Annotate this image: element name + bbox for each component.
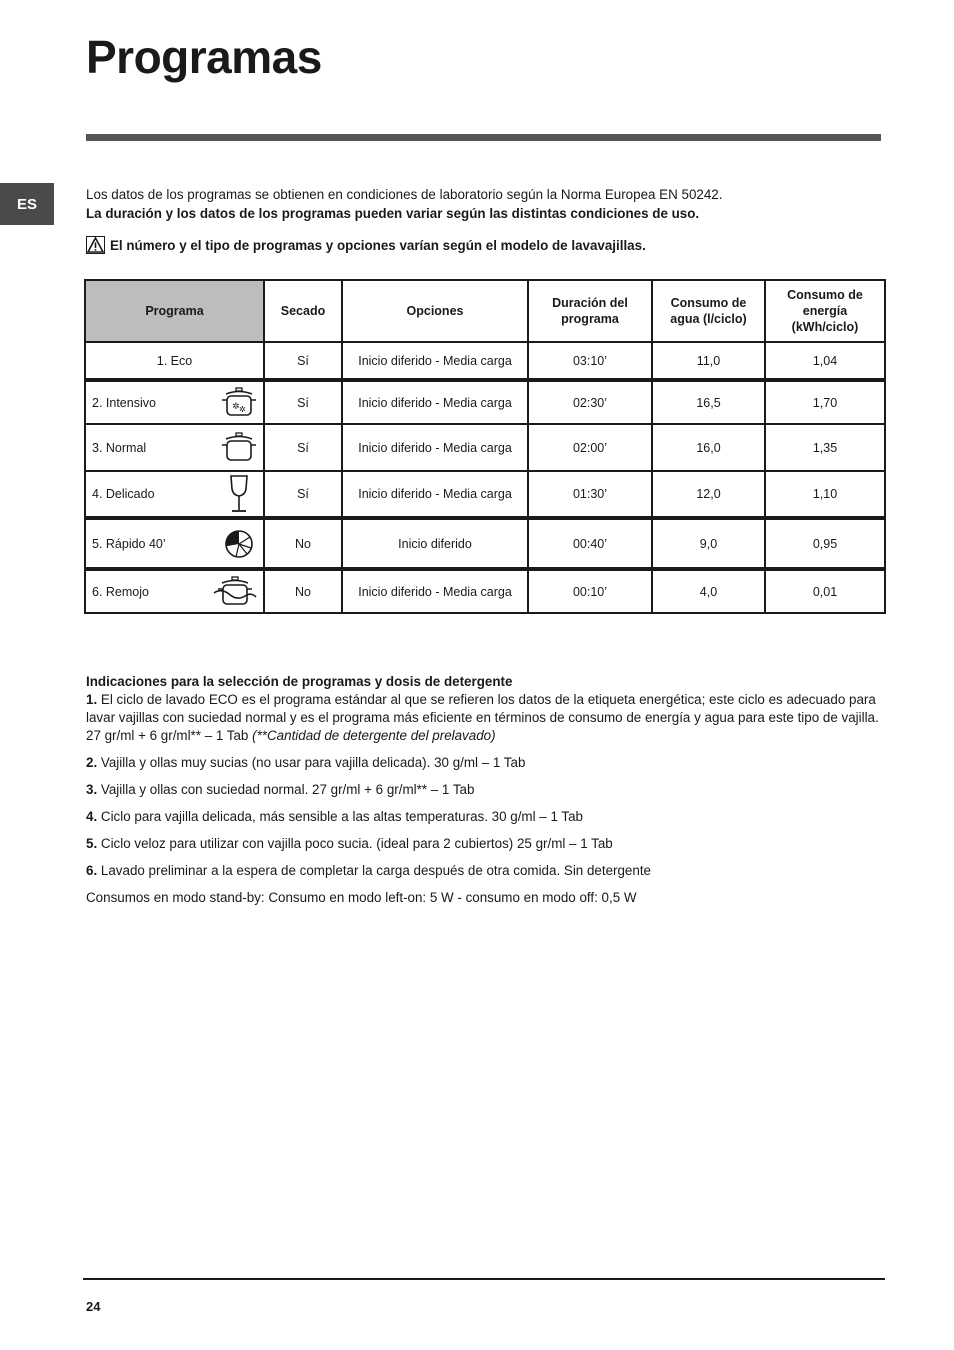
energia-value: 0,01 — [765, 569, 885, 613]
header-programa: Programa — [85, 280, 264, 342]
opciones-value: Inicio diferido - Media carga — [342, 380, 528, 424]
program-cell — [85, 518, 264, 569]
duracion-value: 03:10’ — [528, 342, 652, 380]
item-number: 4. — [86, 809, 98, 824]
opciones-value: Inicio diferido - Media carga — [342, 569, 528, 613]
agua-value: 12,0 — [652, 471, 765, 518]
program-name: 5. Rápido 40’ — [92, 536, 166, 551]
table-row — [85, 424, 885, 471]
indication-item-4 — [86, 808, 884, 826]
intro-line-2: La duración y los datos de los programas pueden variar según las distintas condiciones de uso. — [86, 206, 700, 221]
item-text: Vajilla y ollas muy sucias (no usar para vajilla delicada). 30 g/ml – 1 Tab — [100, 755, 526, 770]
pot-icon — [221, 432, 257, 464]
program-name: 3. Normal — [92, 440, 147, 455]
item-number: 2. — [86, 755, 98, 770]
opciones-value: Inicio diferido - Media carga — [342, 471, 528, 518]
item-text: Vajilla y ollas con suciedad normal. 27 gr/ml + 6 gr/ml** – 1 Tab — [100, 782, 475, 797]
agua-value: 11,0 — [652, 342, 765, 380]
header-duracion: Duración del programa — [528, 280, 652, 342]
program-cell — [85, 424, 264, 471]
svg-text:✲: ✲ — [239, 404, 246, 414]
duracion-value: 02:30’ — [528, 380, 652, 424]
energia-value: 1,35 — [765, 424, 885, 471]
item-number: 5. — [86, 836, 98, 851]
indications-section — [86, 673, 884, 907]
table-row — [85, 342, 885, 380]
indication-item-5 — [86, 835, 884, 853]
item-text: Ciclo para vajilla delicada, más sensible a las altas temperaturas. 30 g/ml – 1 Tab — [100, 809, 583, 824]
warning-text: El número y el tipo de programas y opciones varían según el modelo de lavavajillas. — [110, 237, 646, 253]
warning-note — [86, 236, 646, 254]
program-cell — [85, 471, 264, 518]
duracion-value: 01:30’ — [528, 471, 652, 518]
secado-value: Sí — [264, 424, 342, 471]
table-row — [85, 471, 885, 518]
pot-water-icon — [213, 576, 257, 608]
secado-value: Sí — [264, 471, 342, 518]
table-row — [85, 518, 885, 569]
indication-item-6 — [86, 862, 884, 880]
intro-line-1: Los datos de los programas se obtienen en condiciones de laboratorio según la Norma Europea EN 50242. — [86, 187, 723, 202]
title-divider — [86, 134, 881, 141]
header-energia: Consumo de energía (kWh/ciclo) — [765, 280, 885, 342]
indication-item-3 — [86, 781, 884, 799]
program-name: 1. Eco — [85, 342, 264, 380]
intro-text — [86, 185, 886, 223]
opciones-value: Inicio diferido - Media carga — [342, 342, 528, 380]
standby-consumption: Consumos en modo stand-by: Consumo en modo left-on: 5 W - consumo en modo off: 0,5 W — [86, 890, 637, 905]
program-name: 4. Delicado — [92, 487, 155, 501]
item-number: 1. — [86, 692, 98, 707]
wine-glass-icon — [221, 474, 257, 514]
agua-value: 16,0 — [652, 424, 765, 471]
opciones-value: Inicio diferido - Media carga — [342, 424, 528, 471]
pot-stars-icon — [221, 387, 257, 419]
warning-triangle-icon — [86, 236, 105, 254]
item-number: 6. — [86, 863, 98, 878]
clock-quarter-icon — [221, 526, 257, 562]
energia-value: 1,10 — [765, 471, 885, 518]
secado-value: Sí — [264, 342, 342, 380]
program-cell — [85, 569, 264, 613]
indication-item-1 — [86, 691, 884, 745]
secado-value: Sí — [264, 380, 342, 424]
programs-table — [84, 279, 886, 614]
indication-item-2 — [86, 754, 884, 772]
duracion-value: 00:10’ — [528, 569, 652, 613]
page-number: 24 — [86, 1299, 101, 1314]
energia-value: 1,70 — [765, 380, 885, 424]
page-title: Programas — [86, 31, 322, 83]
item-text: Lavado preliminar a la espera de completar la carga después de otra comida. Sin detergente — [100, 863, 651, 878]
secado-value: No — [264, 569, 342, 613]
item-number: 3. — [86, 782, 98, 797]
energia-value: 0,95 — [765, 518, 885, 569]
program-name: 2. Intensivo — [92, 395, 156, 410]
indications-heading: Indicaciones para la selección de programas y dosis de detergente — [86, 674, 513, 689]
agua-value: 4,0 — [652, 569, 765, 613]
header-secado: Secado — [264, 280, 342, 342]
duracion-value: 02:00’ — [528, 424, 652, 471]
item-text: El ciclo de lavado ECO es el programa estándar al que se refieren los datos de la etiqueta energética; este ciclo es adecuado para lavar vajillas con suciedad normal y es el programa más eficiente en términos de consumo de energía y agua para este tipo de vajilla. 27 gr/ml + 6 gr/ml** – 1 Tab — [86, 692, 879, 743]
table-row — [85, 380, 885, 424]
language-tab: ES — [0, 183, 54, 225]
header-agua: Consumo de agua (l/ciclo) — [652, 280, 765, 342]
svg-text:✲: ✲ — [232, 401, 240, 412]
energia-value: 1,04 — [765, 342, 885, 380]
secado-value: No — [264, 518, 342, 569]
opciones-value: Inicio diferido — [342, 518, 528, 569]
program-name: 6. Remojo — [92, 584, 149, 599]
header-opciones: Opciones — [342, 280, 528, 342]
duracion-value: 00:40’ — [528, 518, 652, 569]
footer-divider — [83, 1278, 885, 1280]
table-row — [85, 569, 885, 613]
program-cell — [85, 380, 264, 424]
item-text: Ciclo veloz para utilizar con vajilla poco sucia. (ideal para 2 cubiertos) 25 gr/ml – 1 Tab — [100, 836, 613, 851]
agua-value: 16,5 — [652, 380, 765, 424]
item-italic-note: (**Cantidad de detergente del prelavado) — [252, 728, 496, 743]
agua-value: 9,0 — [652, 518, 765, 569]
